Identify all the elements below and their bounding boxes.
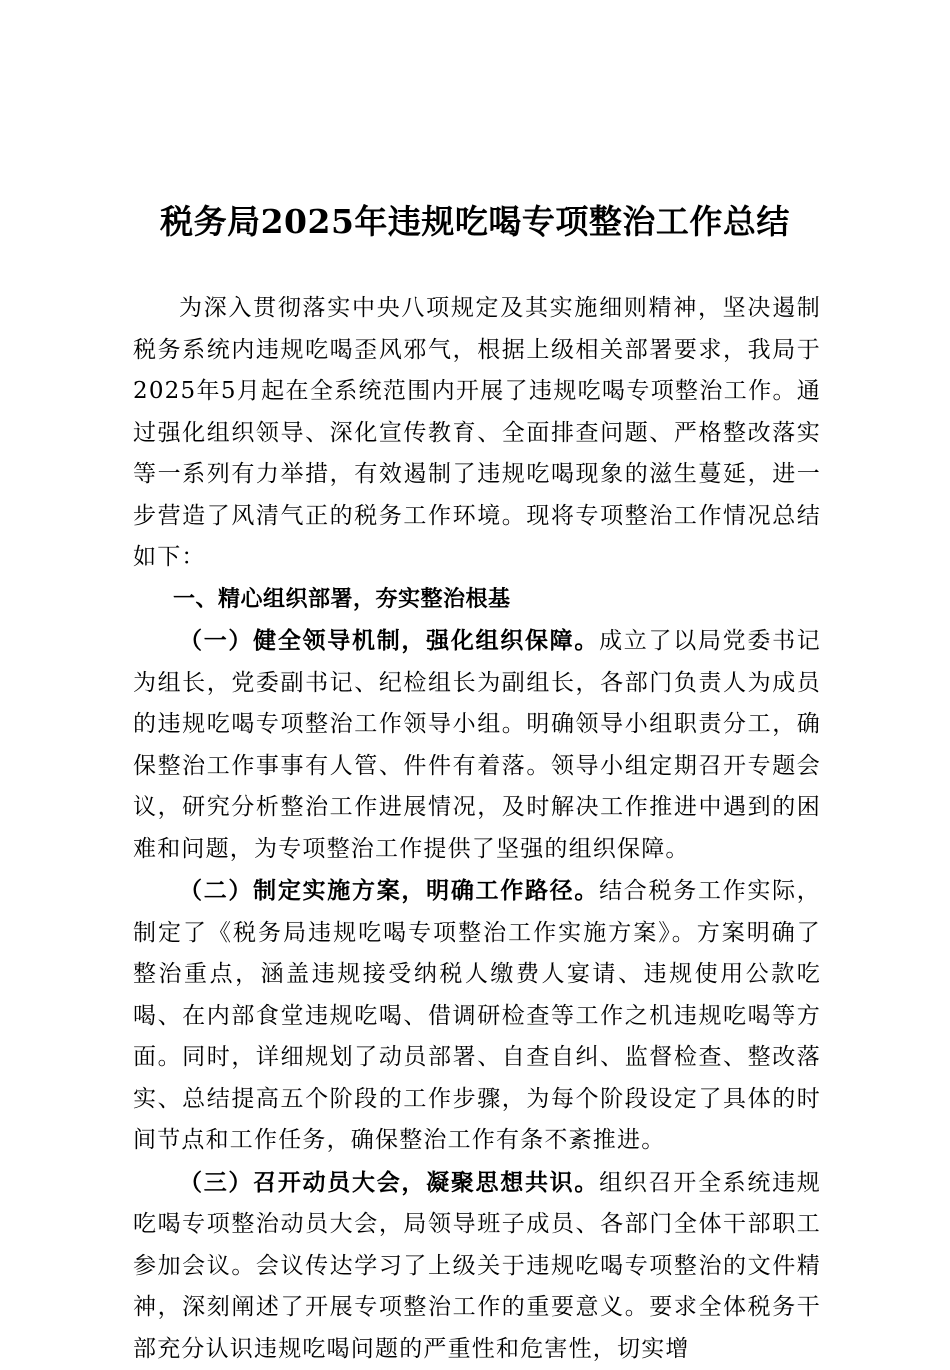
subsection-text-1: 成立了以局党委书记为组长，党委副书记、纪检组长为副组长，各部门负责人为成员的违规吃喝专项整治工作领导小组。明确领导小组职责分工，确保整治工作事事有人管、件件有着落。领导小组定期召开专题会议，研究分析整治工作进展情况，及时解决工作推进中遇到的困难和问题，为专项整治工作提供了坚强的组织保障。 [133,628,821,862]
intro-paragraph: 为深入贯彻落实中央八项规定及其实施细则精神，坚决遏制税务系统内违规吃喝歪风邪气，根据上级相关部署要求，我局于2025年5月起在全系统范围内开展了违规吃喝专项整治工作。通过强化组织领导、深化宣传教育、全面排查问题、严格整改落实等一系列有力举措，有效遏制了违规吃喝现象的滋生蔓延，进一步营造了风清气正的税务工作环境。现将专项整治工作情况总结如下： [133,288,821,579]
subsection-lead-3: （三）召开动员大会，凝聚思想共识。 [179,1169,599,1196]
document-body [133,288,821,1370]
subsection-text-3: 组织召开全系统违规吃喝专项整治动员大会，局领导班子成员、各部门全体干部职工参加会议。会议传达学习了上级关于违规吃喝专项整治的文件精神，深刻阐述了开展专项整治工作的重要意义。要求全体税务干部充分认识违规吃喝问题的严重性和危害性，切实增 [133,1170,821,1362]
document-title: 税务局2025年违规吃喝专项整治工作总结 [0,192,950,252]
subsection-paragraph-1 [133,620,821,870]
subsection-paragraph-3 [133,1162,821,1370]
subsection-lead-2: （二）制定实施方案，明确工作路径。 [179,877,599,904]
subsection-lead-1: （一）健全领导机制，强化组织保障。 [179,627,599,654]
subsection-text-2: 结合税务工作实际，制定了《税务局违规吃喝专项整治工作实施方案》。方案明确了整治重点，涵盖违规接受纳税人缴费人宴请、违规使用公款吃喝、在内部食堂违规吃喝、借调研检查等工作之机违规吃喝等方面。同时，详细规划了动员部署、自查自纠、监督检查、整改落实、总结提高五个阶段的工作步骤，为每个阶段设定了具体的时间节点和工作任务，确保整治工作有条不紊推进。 [133,878,821,1153]
section-heading-1: 一、精心组织部署，夯实整治根基 [133,579,821,621]
subsection-paragraph-2 [133,870,821,1162]
